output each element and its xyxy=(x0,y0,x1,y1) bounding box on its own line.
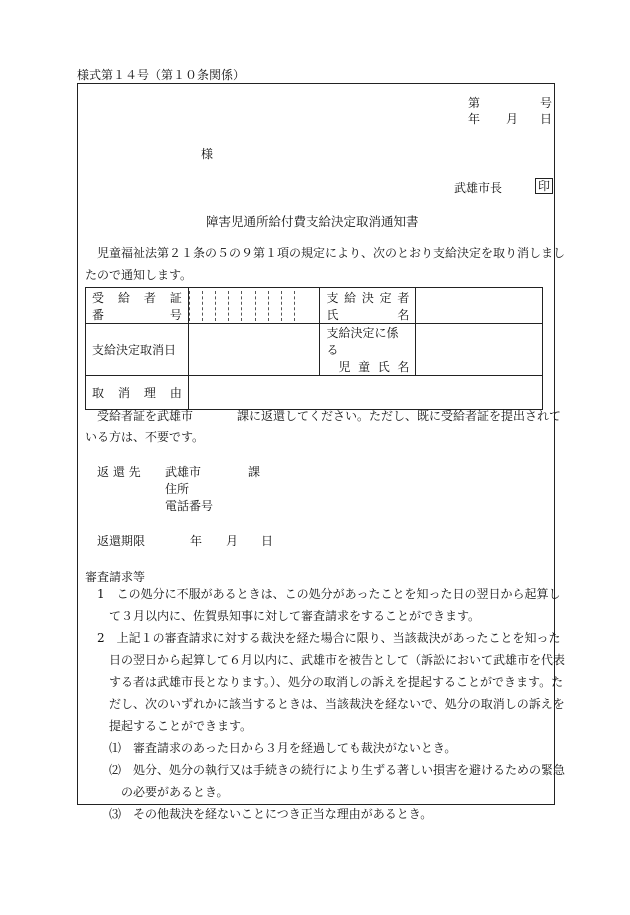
label-line: 支給決定に係る xyxy=(326,326,399,357)
label-line xyxy=(92,289,182,306)
date-day: 日 xyxy=(540,112,553,126)
form-number: 様式第１４号（第１０条関係） xyxy=(77,68,246,82)
return-line-1b: 課に返還してください。ただし、既に受給者証を提出されて xyxy=(237,409,562,423)
label-line xyxy=(92,384,182,401)
char: 童 xyxy=(358,360,371,374)
intro-line-2: たので通知します。 xyxy=(85,268,193,282)
decided-person-name-value[interactable] xyxy=(416,288,543,324)
char: 名 xyxy=(397,360,410,374)
char: 消 xyxy=(117,386,130,400)
cancellation-date-value[interactable] xyxy=(188,324,320,376)
date-month: 月 xyxy=(506,112,519,126)
date-year: 年 xyxy=(468,112,481,126)
recipient-cert-number-value xyxy=(188,288,320,324)
recipient-cert-number-label xyxy=(86,288,189,324)
document-title: 障害児通所給付費支給決定取消通知書 xyxy=(206,214,419,229)
char: 取 xyxy=(92,386,105,400)
sub-item-3: ⑶ その他裁決を経ないことにつき正当な理由があるとき。 xyxy=(109,807,433,821)
char: 由 xyxy=(169,386,182,400)
char: 定 xyxy=(379,290,392,305)
item-2-line-3: する者は武雄市長となります。）、処分の取消しの訴えを提起することができます。た xyxy=(109,675,564,689)
deadline-label: 返還期限 xyxy=(97,534,146,548)
info-table xyxy=(85,287,543,410)
char: 理 xyxy=(143,386,156,400)
digit-boxes xyxy=(189,291,320,321)
child-name-label xyxy=(320,324,416,376)
table-row xyxy=(86,376,543,410)
char: 氏 xyxy=(326,307,339,322)
item-2-line-1: 2 上記１の審査請求に対する裁決を経た場合に限り、当該裁決があったことを知った xyxy=(97,631,561,645)
char: 児 xyxy=(338,360,351,374)
addressee-suffix: 様 xyxy=(201,147,214,161)
destination-address: 住所 xyxy=(165,482,190,496)
char: 給 xyxy=(344,290,357,305)
cancellation-date-label: 支給決定取消日 xyxy=(86,324,189,376)
child-name-value[interactable] xyxy=(416,324,543,376)
char: 氏 xyxy=(377,360,390,374)
doc-number-label: 第 xyxy=(468,96,481,110)
label-line xyxy=(326,306,409,323)
table-row xyxy=(86,324,543,376)
char: 号 xyxy=(169,307,182,322)
table-row xyxy=(86,288,543,324)
doc-number-suffix: 号 xyxy=(540,96,553,110)
label-line xyxy=(326,358,409,375)
char: 者 xyxy=(143,290,156,305)
char: 支 xyxy=(326,290,339,305)
review-heading: 審査請求等 xyxy=(85,570,146,584)
cancellation-reason-value[interactable] xyxy=(188,376,542,410)
decided-person-name-label xyxy=(320,288,416,324)
label-line xyxy=(326,289,409,306)
review-items xyxy=(85,583,565,825)
item-2-line-2: 日の翌日から起算して６月以内に、武雄市を被告として（訴訟において武雄市を代表 xyxy=(109,653,566,667)
char: 受 xyxy=(92,290,105,305)
char: 証 xyxy=(169,290,182,305)
issuer-name: 武雄市長 xyxy=(454,181,503,195)
item-1-line-2: て３月以内に、佐賀県知事に対して審査請求をすることができます。 xyxy=(109,609,481,623)
sub-item-1: ⑴ 審査請求のあった日から３月を経過しても裁決がないとき。 xyxy=(109,741,457,755)
return-line-1a: 受給者証を武雄市 xyxy=(97,409,194,423)
item-2-line-5: 提起することができます。 xyxy=(109,719,253,733)
seal-mark: 印 xyxy=(535,178,553,194)
char: 名 xyxy=(397,307,410,322)
char: 決 xyxy=(361,290,374,305)
cancellation-reason-label xyxy=(86,376,189,410)
sub-item-2-line-1: ⑵ 処分、処分の執行又は手続きの続行により生ずる著しい損害を避けるための緊急 xyxy=(109,763,566,777)
return-line-2: いる方は、不要です。 xyxy=(85,430,205,444)
char: 番 xyxy=(92,307,105,322)
label-line xyxy=(92,306,182,323)
intro-line-1: 児童福祉法第２１条の５の９第１項の規定により、次のとおり支給決定を取り消しまし xyxy=(97,246,566,260)
destination-city: 武雄市 xyxy=(165,465,202,479)
item-1-line-1: 1 この処分に不服があるときは、この処分があったことを知った日の翌日から起算し xyxy=(97,587,561,601)
destination-label: 返 還 先 xyxy=(97,465,141,479)
destination-phone: 電話番号 xyxy=(165,499,214,513)
intro-paragraph xyxy=(85,242,565,286)
deadline-month: 月 xyxy=(226,534,239,548)
deadline-day: 日 xyxy=(261,534,274,548)
sub-item-2-line-2: の必要があるとき。 xyxy=(121,785,229,799)
item-2-line-4: だし、次のいずれかに該当するときは、当該裁決を経ないで、処分の取消しの訴えを xyxy=(109,697,565,711)
char: 給 xyxy=(117,290,130,305)
char: 者 xyxy=(397,290,410,305)
deadline-year: 年 xyxy=(190,534,203,548)
destination-dept: 課 xyxy=(248,465,261,479)
